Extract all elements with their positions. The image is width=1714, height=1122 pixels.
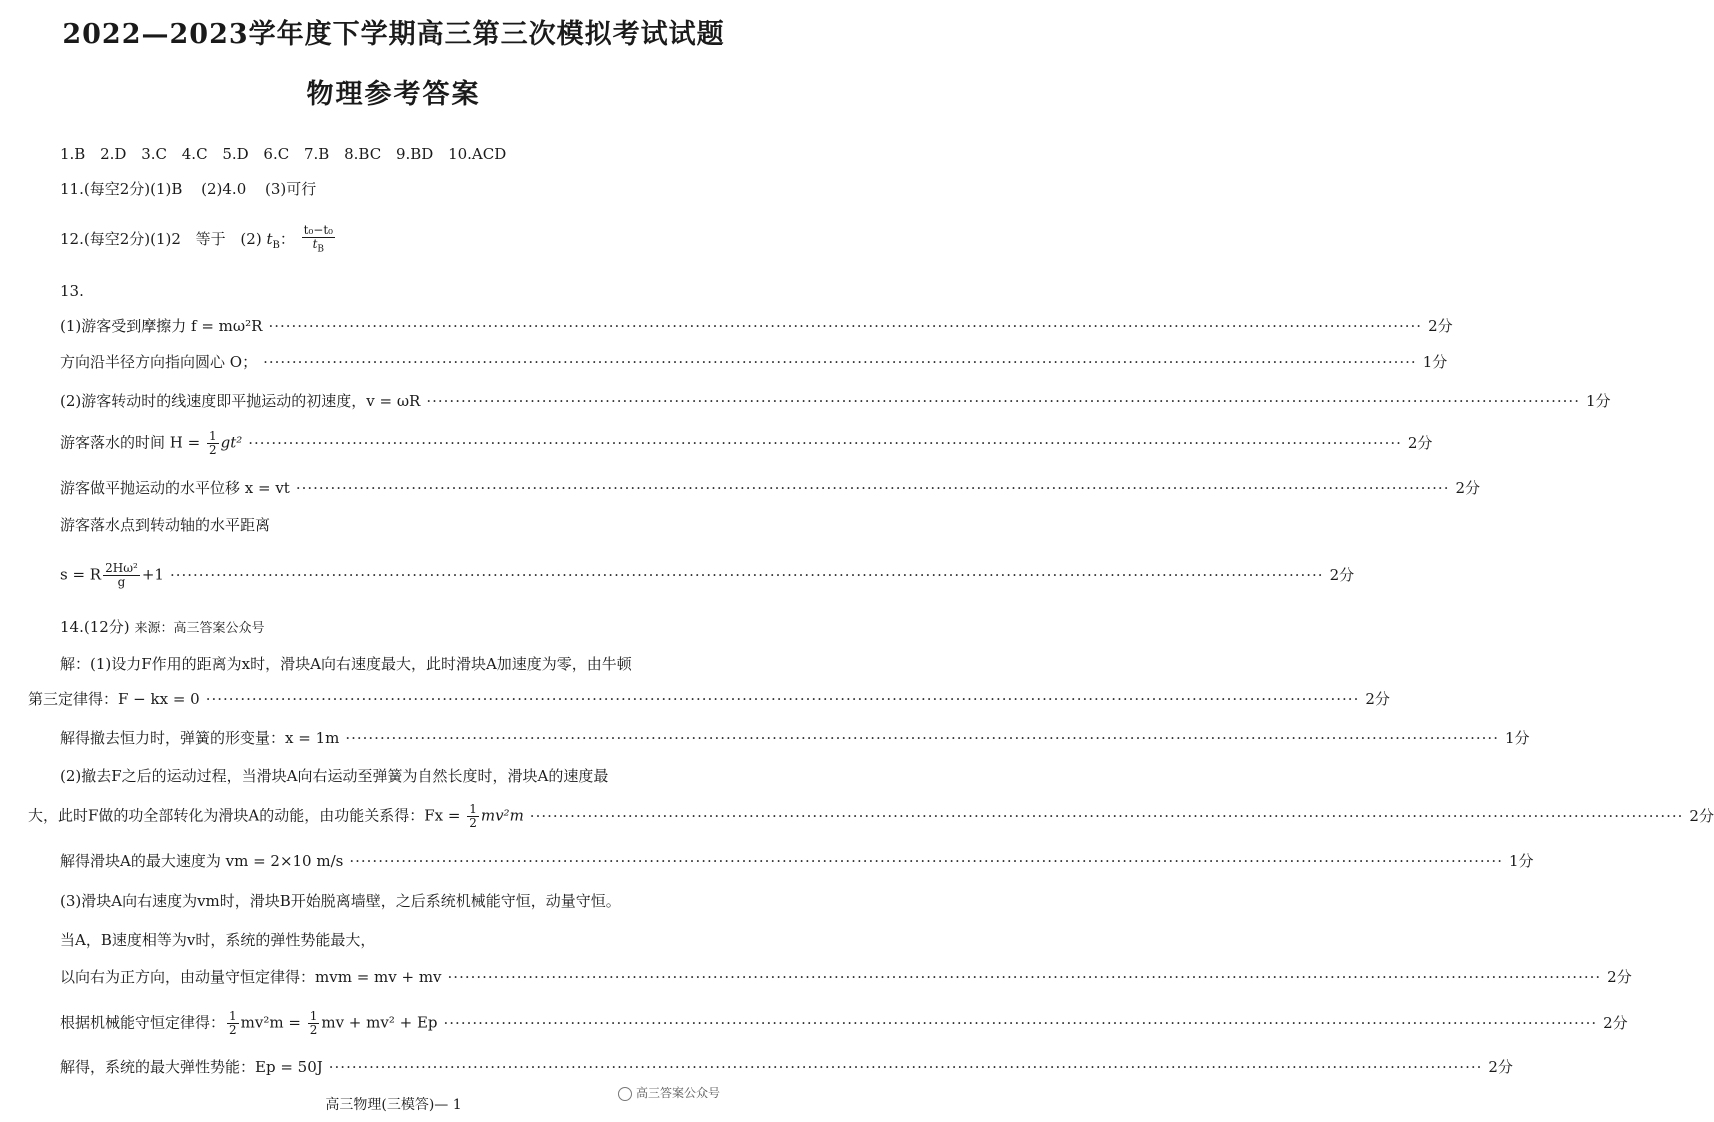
- half-fraction: [467, 803, 479, 830]
- q13-row-4: [60, 429, 1433, 457]
- row-text-prefix: 大，此时F做的功全部转化为滑块A的动能，由功能关系得：Fx =: [28, 806, 466, 825]
- q13-row-1: [60, 315, 1453, 337]
- frac-num: 1: [309, 1009, 318, 1023]
- q14-label-text: 14.(12分): [60, 618, 130, 636]
- row-text: [60, 1010, 438, 1037]
- frac-num: 2Hω²: [105, 561, 138, 575]
- row-text-suffix: +1: [141, 565, 164, 584]
- row-points: 2分: [1329, 565, 1355, 584]
- row-points: 2分: [1488, 1058, 1513, 1076]
- q12-frac-num: t₀−t₀: [303, 223, 333, 237]
- q14-row-3: [60, 727, 1530, 749]
- row-points: 2分: [1689, 806, 1714, 825]
- q14-row-8: 当A，B速度相等为v时，系统的弹性势能最大，: [60, 931, 376, 949]
- row-points: 1分: [1504, 729, 1530, 747]
- q14-row-7: (3)滑块A向右速度为vm时，滑块B开始脱离墙壁，之后系统机械能守恒，动量守恒。: [60, 892, 621, 910]
- document-subtitle: 物理参考答案: [306, 79, 481, 110]
- frac-den: 2: [309, 1023, 318, 1037]
- q12-den-sub: B: [317, 244, 325, 255]
- page-footer: 高三物理(三模答)— 1: [325, 1097, 462, 1113]
- frac-den: 2: [469, 816, 477, 830]
- row-text-prefix: 根据机械能守恒定律得：: [60, 1013, 226, 1032]
- q14-row-6: [60, 850, 1534, 872]
- row-text: [28, 803, 524, 830]
- q12-den-var: t: [312, 237, 318, 251]
- q12-answers: [60, 223, 337, 255]
- watermark-text: 高三答案公众号: [636, 1086, 721, 1100]
- q12-colon: ：: [279, 230, 295, 249]
- row-points: 2分: [1607, 968, 1632, 986]
- q13-label: 13.: [60, 282, 84, 300]
- source-note: 来源：高三答案公众号: [134, 621, 265, 636]
- row-text: 解得，系统的最大弹性势能：Ep = 50J: [60, 1058, 323, 1076]
- leader-dots: ········································································································································································································: [349, 852, 1503, 870]
- q12-frac-den: [302, 238, 335, 256]
- row-text: (2)游客转动时的线速度即平抛运动的初速度，v = ωR: [60, 392, 421, 410]
- row-points: 2分: [1455, 479, 1481, 497]
- leader-dots: ········································································································································································································: [443, 1013, 1598, 1032]
- row-text-mid: mv²m =: [240, 1013, 306, 1032]
- q13-row-2: [60, 351, 1448, 373]
- row-points: 1分: [1508, 852, 1534, 870]
- row-text-prefix: s = R: [60, 565, 102, 584]
- row-points: 2分: [1603, 1013, 1628, 1032]
- frac-num: 1: [229, 1009, 237, 1023]
- row-text-prefix: 游客落水的时间 H =: [60, 433, 205, 452]
- document-title: 2022—2023学年度下学期高三第三次模拟考试试题: [62, 19, 725, 50]
- leader-dots: ········································································································································································································: [447, 968, 1602, 986]
- q14-row-1: 解：(1)设力F作用的距离为x时，滑块A向右速度最大，此时滑块A加速度为零，由牛顿: [60, 655, 632, 673]
- q11-answers: 11.(每空2分)(1)B (2)4.0 (3)可行: [60, 180, 317, 198]
- half-fraction-1: [227, 1010, 239, 1037]
- leader-dots: ········································································································································································································: [268, 317, 1423, 335]
- row-text-suffix: mv + mv² + Ep: [321, 1013, 438, 1032]
- frac-num: 1: [208, 429, 217, 443]
- leader-dots: ········································································································································································································: [169, 565, 1324, 584]
- row-text-suffix: mv²m: [480, 806, 524, 825]
- row-text: 方向沿半径方向指向圆心 O；: [60, 353, 258, 371]
- sqrt-fraction: [103, 562, 140, 589]
- row-points: 2分: [1407, 433, 1433, 452]
- leader-dots: ········································································································································································································: [205, 690, 1360, 708]
- row-text: (1)游客受到摩擦力 f = mω²R: [60, 317, 263, 335]
- row-points: 2分: [1365, 690, 1390, 708]
- q13-row-6: 游客落水点到转动轴的水平距离: [60, 516, 271, 534]
- q12-fraction: [302, 224, 335, 256]
- q14-row-11: [60, 1056, 1513, 1078]
- row-text: 解得撤去恒力时，弹簧的形变量：x = 1m: [60, 729, 340, 747]
- choice-answers: 1.B 2.D 3.C 4.C 5.D 6.C 7.B 8.BC 9.BD 10.ACD: [60, 145, 507, 163]
- q14-row-4: (2)撤去F之后的运动过程，当滑块A向右运动至弹簧为自然长度时，滑块A的速度最: [60, 767, 609, 785]
- row-text: [60, 430, 242, 457]
- row-points: 1分: [1585, 392, 1611, 410]
- q14-row-10: [60, 1009, 1628, 1037]
- frac-den: 2: [229, 1023, 237, 1037]
- row-text: 解得滑块A的最大速度为 vm = 2×10 m/s: [60, 852, 344, 870]
- row-text: 第三定律得：F − kx = 0: [28, 690, 200, 708]
- q12-prefix: 12.(每空2分)(1)2 等于 (2): [60, 230, 262, 249]
- leader-dots: ········································································································································································································: [328, 1058, 1483, 1076]
- q14-label: [60, 616, 264, 638]
- q14-row-2: [28, 688, 1390, 710]
- q13-row-7: [60, 561, 1355, 589]
- half-fraction-2: [308, 1010, 320, 1037]
- q13-row-3: [60, 390, 1611, 412]
- frac-den: g: [117, 575, 126, 589]
- q12-lhs-sub: B: [272, 240, 280, 252]
- leader-dots: ········································································································································································································: [248, 433, 1402, 452]
- frac-num: 1: [469, 802, 477, 816]
- row-text-suffix: gt²: [220, 433, 243, 452]
- q12-lhs: t: [266, 230, 273, 249]
- q14-row-9: [60, 966, 1632, 988]
- row-text: [60, 562, 164, 589]
- leader-dots: ········································································································································································································: [529, 806, 1684, 825]
- row-text: 游客做平抛运动的水平位移 x = vt: [60, 479, 290, 497]
- q13-row-5: [60, 477, 1481, 499]
- leader-dots: ········································································································································································································: [426, 392, 1580, 410]
- leader-dots: ········································································································································································································: [263, 353, 1417, 371]
- row-points: 2分: [1428, 317, 1453, 335]
- q14-row-5: [28, 802, 1714, 830]
- frac-den: 2: [208, 443, 217, 457]
- leader-dots: ········································································································································································································: [295, 479, 1450, 497]
- row-points: 1分: [1422, 353, 1448, 371]
- leader-dots: ········································································································································································································: [345, 729, 1499, 747]
- row-text: 以向右为正方向，由动量守恒定律得：mvm = mv + mv: [60, 968, 442, 986]
- half-fraction: [207, 430, 219, 457]
